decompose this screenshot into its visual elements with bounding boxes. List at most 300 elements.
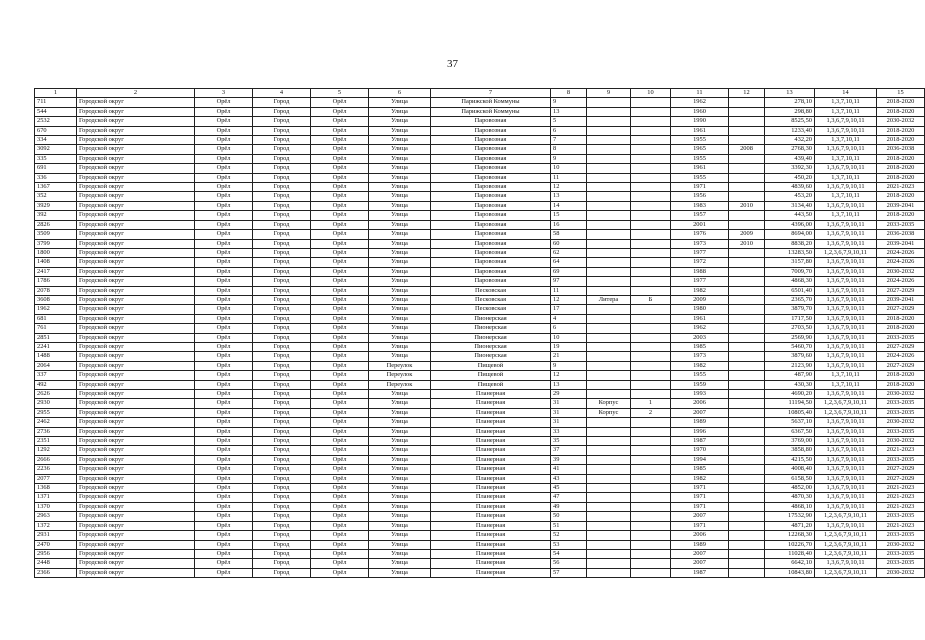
cell-building-number xyxy=(631,145,671,154)
cell-record-id: 1372 xyxy=(35,521,77,530)
cell-street-name: Планерная xyxy=(431,568,551,577)
table-row xyxy=(35,531,925,540)
cell-repair-period: 2018-2020 xyxy=(877,380,925,389)
cell-total-area: 1233,40 xyxy=(765,126,815,135)
cell-year-built: 1971 xyxy=(671,521,729,530)
cell-total-area: 8525,50 xyxy=(765,117,815,126)
cell-house-number: 10 xyxy=(551,164,587,173)
cell-total-area: 10226,70 xyxy=(765,540,815,549)
table-row xyxy=(35,220,925,229)
cell-municipality: Орёл xyxy=(195,352,253,361)
cell-year-renovated xyxy=(729,446,765,455)
cell-street-type: Улица xyxy=(369,540,431,549)
cell-municipality-type: Городской округ xyxy=(77,211,195,220)
cell-street-type: Улица xyxy=(369,342,431,351)
cell-settlement-type: Город xyxy=(253,211,311,220)
cell-building-number xyxy=(631,549,671,558)
cell-record-id: 711 xyxy=(35,98,77,107)
cell-street-type: Улица xyxy=(369,333,431,342)
cell-building-type xyxy=(587,98,631,107)
cell-settlement-type: Город xyxy=(253,201,311,210)
cell-works-list: 1,3,6,7,9,10,11 xyxy=(815,559,877,568)
cell-street-name: Паровозная xyxy=(431,117,551,126)
cell-repair-period: 2039-2041 xyxy=(877,201,925,210)
cell-year-built: 1955 xyxy=(671,173,729,182)
cell-year-renovated xyxy=(729,333,765,342)
cell-total-area: 8694,00 xyxy=(765,230,815,239)
cell-building-type xyxy=(587,192,631,201)
cell-record-id: 2532 xyxy=(35,117,77,126)
cell-settlement-type: Город xyxy=(253,540,311,549)
cell-building-number xyxy=(631,117,671,126)
cell-building-type xyxy=(587,183,631,192)
cell-street-type: Улица xyxy=(369,201,431,210)
cell-repair-period: 2018-2020 xyxy=(877,154,925,163)
cell-municipality-type: Городской округ xyxy=(77,380,195,389)
cell-total-area: 3769,00 xyxy=(765,437,815,446)
cell-settlement: Орёл xyxy=(311,361,369,370)
cell-building-number: 1 xyxy=(631,399,671,408)
cell-works-list: 1,3,7,10,11 xyxy=(815,98,877,107)
cell-settlement: Орёл xyxy=(311,493,369,502)
cell-building-number xyxy=(631,531,671,540)
column-header: 10 xyxy=(631,89,671,98)
cell-year-built: 1973 xyxy=(671,239,729,248)
cell-record-id: 2626 xyxy=(35,390,77,399)
cell-street-name: Планерная xyxy=(431,559,551,568)
cell-total-area: 1717,50 xyxy=(765,314,815,323)
cell-street-name: Паровозная xyxy=(431,183,551,192)
cell-street-type: Улица xyxy=(369,230,431,239)
cell-settlement: Орёл xyxy=(311,408,369,417)
cell-total-area: 4868,10 xyxy=(765,502,815,511)
cell-building-number xyxy=(631,390,671,399)
cell-street-name: Пионерская xyxy=(431,342,551,351)
cell-house-number: 13 xyxy=(551,107,587,116)
cell-building-type xyxy=(587,549,631,558)
cell-municipality-type: Городской округ xyxy=(77,361,195,370)
cell-municipality-type: Городской округ xyxy=(77,352,195,361)
cell-municipality-type: Городской округ xyxy=(77,568,195,577)
cell-record-id: 2963 xyxy=(35,512,77,521)
table-row xyxy=(35,418,925,427)
cell-repair-period: 2024-2026 xyxy=(877,277,925,286)
cell-settlement-type: Город xyxy=(253,220,311,229)
cell-repair-period: 2030-2032 xyxy=(877,540,925,549)
column-header: 1 xyxy=(35,89,77,98)
cell-repair-period: 2027-2029 xyxy=(877,361,925,370)
cell-record-id: 2351 xyxy=(35,437,77,446)
cell-works-list: 1,3,6,7,9,10,11 xyxy=(815,126,877,135)
cell-settlement: Орёл xyxy=(311,427,369,436)
cell-year-built: 1993 xyxy=(671,390,729,399)
cell-house-number: 39 xyxy=(551,455,587,464)
cell-works-list: 1,3,6,7,9,10,11 xyxy=(815,427,877,436)
table-row xyxy=(35,286,925,295)
column-header: 11 xyxy=(671,89,729,98)
cell-record-id: 2417 xyxy=(35,267,77,276)
cell-municipality: Орёл xyxy=(195,183,253,192)
cell-building-number xyxy=(631,559,671,568)
table-row xyxy=(35,258,925,267)
cell-house-number: 19 xyxy=(551,342,587,351)
cell-year-renovated xyxy=(729,267,765,276)
cell-repair-period: 2018-2020 xyxy=(877,324,925,333)
cell-total-area: 6367,50 xyxy=(765,427,815,436)
cell-record-id: 544 xyxy=(35,107,77,116)
cell-year-built: 1957 xyxy=(671,211,729,220)
cell-record-id: 681 xyxy=(35,314,77,323)
cell-settlement: Орёл xyxy=(311,239,369,248)
cell-settlement: Орёл xyxy=(311,201,369,210)
cell-street-type: Улица xyxy=(369,549,431,558)
cell-year-renovated xyxy=(729,248,765,257)
cell-total-area: 11028,40 xyxy=(765,549,815,558)
cell-works-list: 1,3,6,7,9,10,11 xyxy=(815,295,877,304)
cell-settlement: Орёл xyxy=(311,549,369,558)
cell-year-built: 1977 xyxy=(671,277,729,286)
cell-settlement-type: Город xyxy=(253,399,311,408)
cell-settlement: Орёл xyxy=(311,277,369,286)
cell-total-area: 3134,40 xyxy=(765,201,815,210)
cell-record-id: 2955 xyxy=(35,408,77,417)
cell-building-type xyxy=(587,531,631,540)
cell-record-id: 2956 xyxy=(35,549,77,558)
cell-works-list: 1,2,3,6,7,9,10,11 xyxy=(815,248,877,257)
cell-record-id: 2462 xyxy=(35,418,77,427)
table-row xyxy=(35,295,925,304)
cell-municipality: Орёл xyxy=(195,277,253,286)
table-row xyxy=(35,173,925,182)
cell-settlement: Орёл xyxy=(311,342,369,351)
cell-street-type: Переулок xyxy=(369,361,431,370)
cell-year-renovated xyxy=(729,568,765,577)
cell-works-list: 1,3,6,7,9,10,11 xyxy=(815,145,877,154)
cell-year-built: 1971 xyxy=(671,484,729,493)
cell-works-list: 1,2,3,6,7,9,10,11 xyxy=(815,531,877,540)
cell-street-type: Улица xyxy=(369,145,431,154)
cell-year-renovated xyxy=(729,559,765,568)
cell-total-area: 4852,00 xyxy=(765,484,815,493)
cell-year-built: 2006 xyxy=(671,531,729,540)
cell-municipality: Орёл xyxy=(195,192,253,201)
cell-street-name: Паровозная xyxy=(431,154,551,163)
cell-building-type xyxy=(587,305,631,314)
cell-street-type: Улица xyxy=(369,136,431,145)
cell-house-number: 31 xyxy=(551,408,587,417)
cell-year-renovated: 2010 xyxy=(729,201,765,210)
cell-street-type: Улица xyxy=(369,239,431,248)
cell-total-area: 11194,50 xyxy=(765,399,815,408)
cell-repair-period: 2030-2032 xyxy=(877,418,925,427)
cell-house-number: 54 xyxy=(551,549,587,558)
cell-total-area: 4871,20 xyxy=(765,521,815,530)
cell-settlement-type: Город xyxy=(253,502,311,511)
table-row xyxy=(35,136,925,145)
cell-house-number: 17 xyxy=(551,305,587,314)
cell-building-number xyxy=(631,258,671,267)
cell-settlement: Орёл xyxy=(311,145,369,154)
cell-total-area: 7009,70 xyxy=(765,267,815,276)
cell-street-type: Улица xyxy=(369,164,431,173)
cell-street-type: Улица xyxy=(369,211,431,220)
cell-repair-period: 2033-2035 xyxy=(877,455,925,464)
cell-works-list: 1,3,7,10,11 xyxy=(815,136,877,145)
cell-settlement-type: Город xyxy=(253,136,311,145)
table-row xyxy=(35,107,925,116)
cell-works-list: 1,3,6,7,9,10,11 xyxy=(815,201,877,210)
cell-building-type xyxy=(587,117,631,126)
cell-total-area: 4868,30 xyxy=(765,277,815,286)
cell-settlement: Орёл xyxy=(311,258,369,267)
cell-street-name: Планерная xyxy=(431,493,551,502)
cell-street-name: Паровозная xyxy=(431,258,551,267)
cell-year-renovated xyxy=(729,126,765,135)
cell-total-area: 2569,90 xyxy=(765,333,815,342)
cell-building-number xyxy=(631,333,671,342)
cell-record-id: 691 xyxy=(35,164,77,173)
cell-street-name: Паровозная xyxy=(431,164,551,173)
cell-settlement: Орёл xyxy=(311,559,369,568)
cell-municipality: Орёл xyxy=(195,305,253,314)
cell-municipality: Орёл xyxy=(195,559,253,568)
cell-settlement-type: Город xyxy=(253,314,311,323)
cell-house-number: 13 xyxy=(551,192,587,201)
cell-total-area: 298,80 xyxy=(765,107,815,116)
cell-municipality: Орёл xyxy=(195,107,253,116)
cell-record-id: 335 xyxy=(35,154,77,163)
cell-total-area: 8838,20 xyxy=(765,239,815,248)
cell-total-area: 3858,80 xyxy=(765,446,815,455)
cell-building-type xyxy=(587,126,631,135)
cell-record-id: 3509 xyxy=(35,230,77,239)
cell-municipality: Орёл xyxy=(195,361,253,370)
cell-repair-period: 2018-2020 xyxy=(877,314,925,323)
cell-repair-period: 2018-2020 xyxy=(877,192,925,201)
cell-settlement-type: Город xyxy=(253,126,311,135)
cell-works-list: 1,3,6,7,9,10,11 xyxy=(815,390,877,399)
cell-settlement: Орёл xyxy=(311,531,369,540)
cell-street-name: Пищевой xyxy=(431,380,551,389)
cell-building-number xyxy=(631,427,671,436)
cell-street-name: Планерная xyxy=(431,399,551,408)
cell-municipality: Орёл xyxy=(195,427,253,436)
cell-repair-period: 2027-2029 xyxy=(877,305,925,314)
cell-settlement-type: Город xyxy=(253,474,311,483)
cell-street-name: Песковская xyxy=(431,286,551,295)
cell-year-renovated xyxy=(729,437,765,446)
cell-total-area: 2123,90 xyxy=(765,361,815,370)
cell-street-type: Улица xyxy=(369,267,431,276)
cell-street-name: Планерная xyxy=(431,502,551,511)
cell-building-type xyxy=(587,145,631,154)
cell-settlement-type: Город xyxy=(253,465,311,474)
cell-municipality-type: Городской округ xyxy=(77,164,195,173)
cell-year-built: 1989 xyxy=(671,540,729,549)
cell-year-renovated xyxy=(729,286,765,295)
cell-building-number: 2 xyxy=(631,408,671,417)
cell-settlement-type: Город xyxy=(253,107,311,116)
cell-settlement-type: Город xyxy=(253,248,311,257)
cell-municipality-type: Городской округ xyxy=(77,512,195,521)
cell-settlement: Орёл xyxy=(311,314,369,323)
cell-works-list: 1,3,6,7,9,10,11 xyxy=(815,267,877,276)
cell-building-type xyxy=(587,446,631,455)
cell-building-number xyxy=(631,136,671,145)
cell-street-type: Улица xyxy=(369,258,431,267)
cell-year-built: 1965 xyxy=(671,145,729,154)
column-header: 15 xyxy=(877,89,925,98)
cell-repair-period: 2027-2029 xyxy=(877,286,925,295)
cell-settlement-type: Город xyxy=(253,258,311,267)
column-header: 12 xyxy=(729,89,765,98)
cell-municipality-type: Городской округ xyxy=(77,371,195,380)
cell-municipality: Орёл xyxy=(195,465,253,474)
cell-street-name: Пионерская xyxy=(431,333,551,342)
cell-settlement-type: Город xyxy=(253,333,311,342)
cell-street-name: Планерная xyxy=(431,455,551,464)
cell-repair-period: 2027-2029 xyxy=(877,465,925,474)
cell-repair-period: 2018-2020 xyxy=(877,98,925,107)
column-header: 2 xyxy=(77,89,195,98)
table-row xyxy=(35,183,925,192)
cell-municipality-type: Городской округ xyxy=(77,239,195,248)
cell-year-built: 1960 xyxy=(671,107,729,116)
cell-street-type: Улица xyxy=(369,390,431,399)
table-row xyxy=(35,408,925,417)
cell-year-renovated xyxy=(729,484,765,493)
cell-total-area: 6642,10 xyxy=(765,559,815,568)
column-header: 14 xyxy=(815,89,877,98)
cell-settlement: Орёл xyxy=(311,521,369,530)
cell-record-id: 2851 xyxy=(35,333,77,342)
cell-settlement: Орёл xyxy=(311,183,369,192)
cell-building-number xyxy=(631,418,671,427)
cell-street-type: Улица xyxy=(369,192,431,201)
cell-settlement-type: Город xyxy=(253,295,311,304)
cell-works-list: 1,3,6,7,9,10,11 xyxy=(815,314,877,323)
cell-record-id: 2236 xyxy=(35,465,77,474)
cell-building-number xyxy=(631,286,671,295)
cell-total-area: 4690,20 xyxy=(765,390,815,399)
table-row xyxy=(35,455,925,464)
cell-municipality-type: Городской округ xyxy=(77,408,195,417)
cell-settlement-type: Город xyxy=(253,164,311,173)
cell-building-number xyxy=(631,493,671,502)
cell-year-built: 2001 xyxy=(671,220,729,229)
cell-street-name: Пищевой xyxy=(431,361,551,370)
column-header: 5 xyxy=(311,89,369,98)
cell-total-area: 6158,50 xyxy=(765,474,815,483)
cell-street-type: Улица xyxy=(369,408,431,417)
cell-building-number xyxy=(631,371,671,380)
cell-municipality-type: Городской округ xyxy=(77,258,195,267)
cell-house-number: 16 xyxy=(551,220,587,229)
cell-street-type: Улица xyxy=(369,455,431,464)
cell-record-id: 3092 xyxy=(35,145,77,154)
cell-house-number: 50 xyxy=(551,512,587,521)
cell-municipality-type: Городской округ xyxy=(77,192,195,201)
cell-building-number xyxy=(631,173,671,182)
cell-repair-period: 2021-2023 xyxy=(877,493,925,502)
table-row xyxy=(35,559,925,568)
cell-municipality-type: Городской округ xyxy=(77,154,195,163)
cell-record-id: 337 xyxy=(35,371,77,380)
cell-repair-period: 2030-2032 xyxy=(877,568,925,577)
table-row xyxy=(35,239,925,248)
cell-street-name: Планерная xyxy=(431,427,551,436)
cell-total-area: 10805,40 xyxy=(765,408,815,417)
column-number-row xyxy=(35,89,925,98)
cell-municipality: Орёл xyxy=(195,380,253,389)
cell-house-number: 47 xyxy=(551,493,587,502)
cell-repair-period: 2030-2032 xyxy=(877,390,925,399)
table-row xyxy=(35,333,925,342)
cell-building-type xyxy=(587,136,631,145)
cell-record-id: 3608 xyxy=(35,295,77,304)
cell-street-name: Паровозная xyxy=(431,136,551,145)
cell-record-id: 2826 xyxy=(35,220,77,229)
cell-building-type xyxy=(587,314,631,323)
cell-street-type: Улица xyxy=(369,512,431,521)
cell-street-name: Планерная xyxy=(431,437,551,446)
cell-building-type xyxy=(587,484,631,493)
cell-year-renovated xyxy=(729,531,765,540)
cell-street-type: Улица xyxy=(369,418,431,427)
cell-house-number: 6 xyxy=(551,324,587,333)
cell-house-number: 6 xyxy=(551,126,587,135)
cell-year-built: 1973 xyxy=(671,352,729,361)
cell-building-type: Корпус xyxy=(587,408,631,417)
cell-settlement-type: Город xyxy=(253,145,311,154)
table-row xyxy=(35,437,925,446)
cell-works-list: 1,3,6,7,9,10,11 xyxy=(815,521,877,530)
cell-repair-period: 2033-2035 xyxy=(877,559,925,568)
cell-works-list: 1,3,6,7,9,10,11 xyxy=(815,474,877,483)
cell-year-built: 1955 xyxy=(671,154,729,163)
cell-year-renovated xyxy=(729,521,765,530)
cell-house-number: 33 xyxy=(551,427,587,436)
table-row xyxy=(35,352,925,361)
cell-street-type: Улица xyxy=(369,154,431,163)
cell-street-type: Улица xyxy=(369,248,431,257)
cell-municipality: Орёл xyxy=(195,201,253,210)
cell-settlement-type: Город xyxy=(253,352,311,361)
cell-total-area: 5460,70 xyxy=(765,342,815,351)
cell-works-list: 1,3,6,7,9,10,11 xyxy=(815,117,877,126)
cell-settlement: Орёл xyxy=(311,502,369,511)
cell-settlement: Орёл xyxy=(311,267,369,276)
cell-house-number: 45 xyxy=(551,484,587,493)
cell-works-list: 1,3,6,7,9,10,11 xyxy=(815,258,877,267)
cell-settlement: Орёл xyxy=(311,399,369,408)
cell-building-type xyxy=(587,502,631,511)
cell-works-list: 1,3,6,7,9,10,11 xyxy=(815,418,877,427)
cell-street-name: Планерная xyxy=(431,484,551,493)
cell-building-number xyxy=(631,220,671,229)
cell-street-name: Парижской Коммуны xyxy=(431,107,551,116)
cell-settlement-type: Город xyxy=(253,390,311,399)
cell-municipality: Орёл xyxy=(195,117,253,126)
cell-record-id: 2064 xyxy=(35,361,77,370)
cell-building-number xyxy=(631,164,671,173)
cell-street-type: Улица xyxy=(369,286,431,295)
cell-settlement: Орёл xyxy=(311,352,369,361)
cell-settlement: Орёл xyxy=(311,380,369,389)
cell-street-name: Паровозная xyxy=(431,145,551,154)
cell-street-name: Планерная xyxy=(431,390,551,399)
cell-street-name: Паровозная xyxy=(431,248,551,257)
